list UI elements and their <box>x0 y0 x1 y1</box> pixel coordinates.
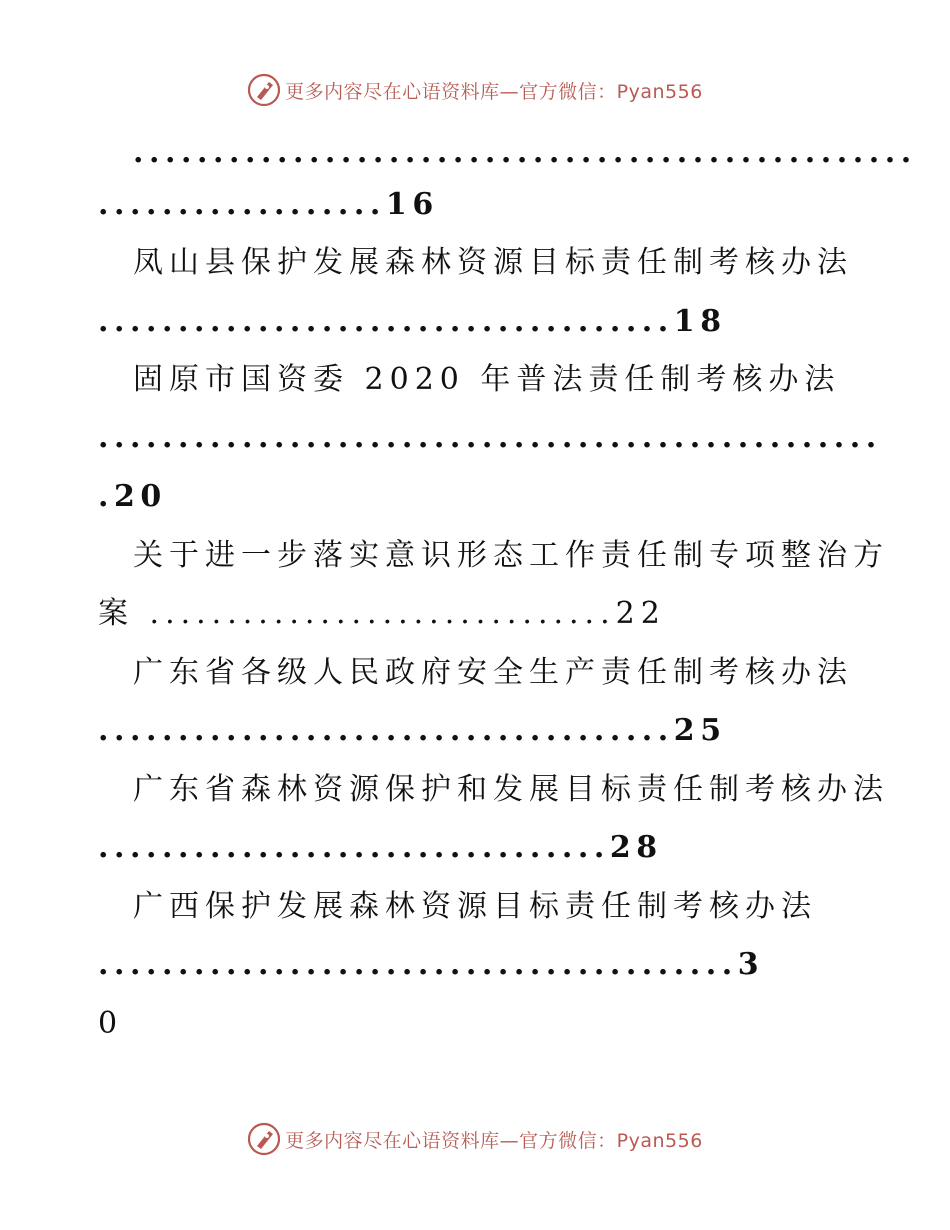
toc-entry-title[interactable]: 广东省森林资源保护和发展目标责任制考核办法 <box>133 772 889 807</box>
toc-entry-title[interactable]: 关于进一步落实意识形态工作责任制专项整治方 <box>133 538 889 573</box>
toc-entry-title[interactable]: 广东省各级人民政府安全生产责任制考核办法 <box>133 655 853 690</box>
toc-entry-title-continued[interactable]: 案 ..............................22 <box>98 596 666 631</box>
toc-leader-page-20: .20 <box>98 479 167 514</box>
toc-leader-line: ................................................. <box>98 420 882 455</box>
toc-leader-line: ................................................. <box>133 135 917 170</box>
pen-nib-logo-icon <box>247 1122 281 1156</box>
toc-leader-page-16: ..................16 <box>98 187 439 222</box>
toc-entry-title[interactable]: 广西保护发展森林资源目标责任制考核办法 <box>133 889 817 924</box>
footer-banner-text: 更多内容尽在心语资料库—官方微信：Pyan556 <box>285 1129 703 1152</box>
toc-page-number-continued: 0 <box>98 1006 123 1041</box>
toc-leader-page-28: ................................28 <box>98 830 663 865</box>
toc-leader-page-25: ....................................25 <box>98 713 727 748</box>
footer-banner <box>0 1119 950 1159</box>
toc-entry-title[interactable]: 凤山县保护发展森林资源目标责任制考核办法 <box>133 245 853 280</box>
toc-leader-page-18: ....................................18 <box>98 304 727 339</box>
header-banner-text: 更多内容尽在心语资料库—官方微信：Pyan556 <box>285 80 703 103</box>
toc-leader-line: ........................................3 <box>98 947 765 982</box>
toc-entry-title[interactable]: 固原市国资委 2020 年普法责任制考核办法 <box>133 362 841 397</box>
